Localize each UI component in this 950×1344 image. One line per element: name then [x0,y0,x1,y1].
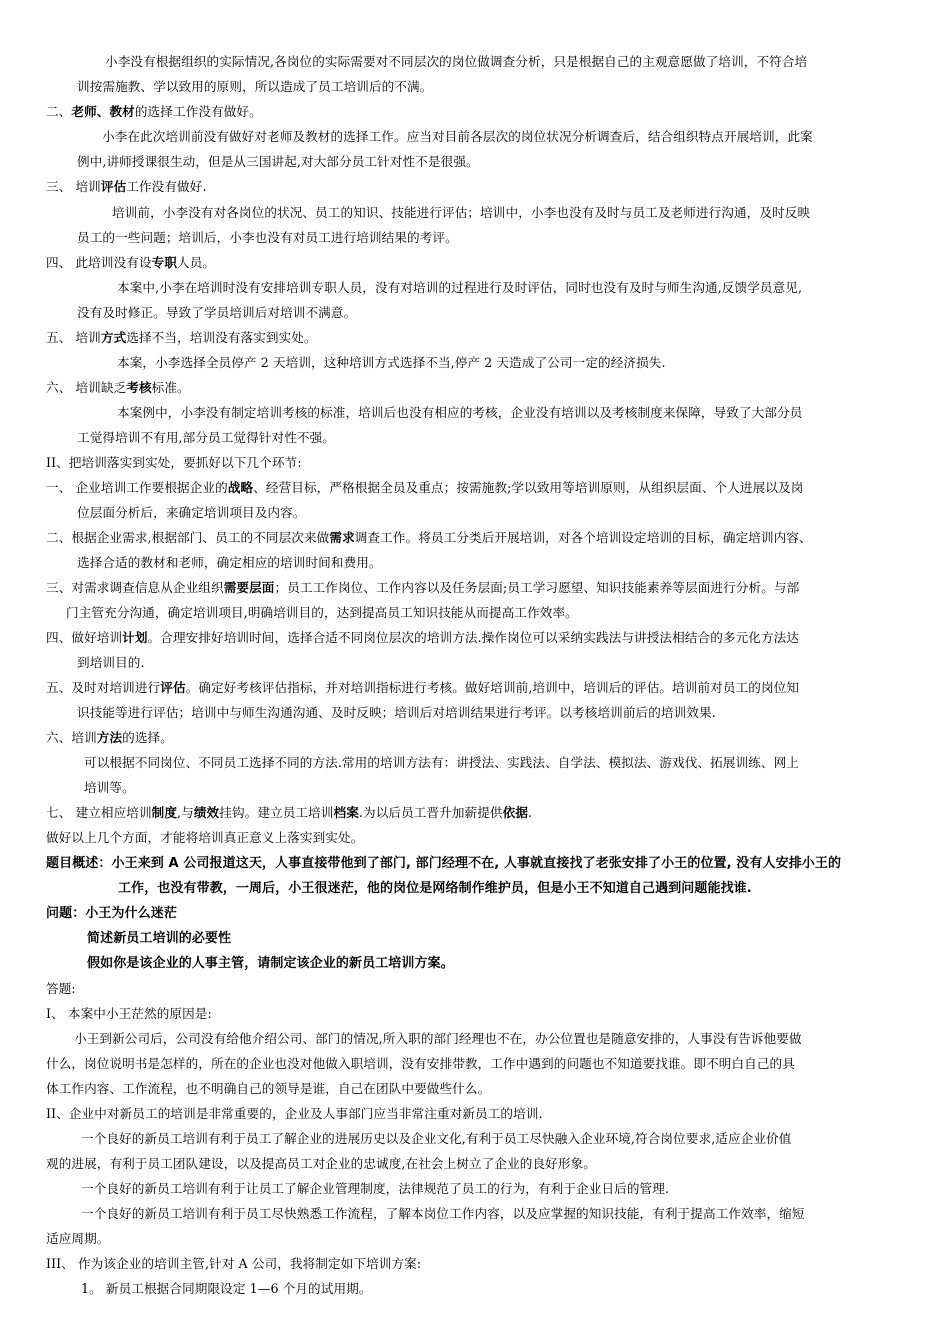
bold-term: 计划 [122,630,148,645]
text-line [87,956,454,972]
text-segment: 。确定好考核评估指标，并对培训指标进行考核。做好培训前,培训中，培训后的评估。培训前对员工的岗位知 [185,680,800,695]
text-line [81,1131,791,1147]
bold-term: 方式 [100,330,127,345]
text-segment: 标准。 [151,380,190,395]
bold-term: 专职 [151,255,178,270]
text-segment: .为以后员工晋升加薪提供 [358,805,503,820]
text-line [46,856,841,872]
text-line [46,530,812,546]
bold-term: 制度 [151,805,178,820]
text-line [117,355,666,371]
text-segment: II、企业中对新员工的培训是非常重要的，企业及人事部门应当非常注重对新员工的培训. [46,1106,543,1121]
text-line [117,280,802,296]
text-segment: 可以根据不同岗位、不同员工选择不同的方法.常用的培训方法有：讲授法、实践法、自学法、模拟法、游戏伐、拓展训练、网上 [84,755,799,770]
text-line [46,580,799,596]
text-line [77,230,458,246]
text-line [46,330,317,346]
text-segment: 员工的一些问题；培训后，小李也没有对员工进行培训结果的考评。 [77,230,458,245]
text-segment: 什么，岗位说明书是怎样的，所在的企业也没对他做入职培训，没有安排带教，工作中遇到的问题也不知道要找谁。即不明白自己的具 [46,1056,795,1071]
text-segment: 一、 企业培训工作要根据企业的 [46,480,228,495]
text-segment: 小李在此次培训前没有做好对老师及教材的选择工作。应当对目前各层次的岗位状况分析调查后，结合组织特点开展培训，此案 [102,129,813,144]
text-segment: 适应周期。 [46,1231,110,1246]
text-line [77,430,335,446]
text-segment: 题目概述：小王来到 A 公司报道这天，人事直接带他到了部门, 部门经理不在, 人事就直接找了老张安排了小王的位置, 没有人安排小王的 [46,856,842,871]
text-segment: 六、 培训缺乏 [46,380,127,395]
text-segment: 人员。 [177,255,216,270]
text-segment: 本案中,小李在培训时没有安排培训专职人员，没有对培训的过程进行及时评估，同时也没有及时与师生沟通,反馈学员意见, [117,280,803,295]
text-segment: 例中,讲师授课很生动，但是从三国讲起,对大部分员工针对性不是很强。 [77,154,479,169]
text-segment: 观的进展，有利于员工团队建设，以及提高员工对企业的忠诚度,在社会上树立了企业的良好形象。 [46,1156,596,1171]
text-segment: 的选择。 [122,730,173,745]
text-segment: 做好以上几个方面，才能将培训真正意义上落实到实处。 [46,830,364,845]
text-segment: 选择不当，培训没有落实到实处。 [126,330,317,345]
bold-term: 绩效 [193,805,220,820]
text-segment: 选择合适的教材和老师，确定相应的培训时间和费用。 [77,555,382,570]
text-segment: 问题：小王为什么迷茫 [46,906,178,921]
text-line [117,405,802,421]
text-segment: 本案例中，小李没有制定培训考核的标准，培训后也没有相应的考核，企业没有培训以及考核制度来保障，导致了大部分员 [117,405,803,420]
text-line [46,630,799,646]
text-segment: 七、 建立相应培训 [46,805,152,820]
text-line [87,931,231,947]
text-segment: 工作，也没有带教，一周后，小王很迷茫，他的岗位是网络制作维护员，但是小王不知道自己遇到问题能找谁. [118,881,752,896]
text-segment: ；员工工作岗位、工作内容以及任务层面;员工学习愿望、知识技能素养等层面进行分析。与部 [274,580,800,595]
text-segment: 工作没有做好. [126,179,207,194]
bold-term: 战略 [227,480,254,495]
text-segment: 挂钩。建立员工培训 [219,805,334,820]
text-line [77,505,306,521]
text-line [118,881,752,897]
text-line [46,1256,421,1272]
text-line [81,1181,669,1197]
text-segment: 。合理安排好培训时间，选择合适不同岗位层次的培训方法.操作岗位可以采纳实践法与讲授法相结合的多元化方法达 [147,630,800,645]
text-segment: II、把培训落实到实处，要抓好以下几个环节: [46,455,302,470]
text-line [77,305,356,321]
text-line [46,805,532,821]
text-segment: 没有及时修正。导致了学员培训后对培训不满意。 [77,305,357,320]
text-segment: 六、培训 [46,730,97,745]
text-line [46,730,173,746]
text-segment: 、经营目标，严格根据全员及重点；按需施教;学以致用等培训原则，从组织层面、个人进展以及岗 [253,480,804,495]
text-segment: 调查工作。将员工分类后开展培训，对各个培训设定培训的目标，确定培训内容、 [354,530,812,545]
text-line [105,54,807,70]
text-line [46,906,177,922]
text-line [46,255,215,271]
text-segment: 四、做好培训 [46,630,123,645]
text-segment: 位层面分析后，来确定培训项目及内容。 [77,505,306,520]
bold-term: 评估 [160,680,186,695]
text-line [46,1231,109,1247]
text-line [77,79,432,95]
text-line [46,1106,543,1122]
bold-term: 需求 [329,530,355,545]
text-segment: 培训等。 [84,780,135,795]
text-line [84,780,135,796]
text-segment: 1。 新员工根据合同期限设定 1—6 个月的试用期。 [81,1281,372,1296]
text-segment: 工觉得培训不有用,部分员工觉得针对性不强。 [77,430,335,445]
text-segment: 的选择工作没有做好。 [134,104,262,119]
bold-term: 考核 [126,380,152,395]
text-line [46,179,207,195]
text-line [77,154,479,170]
text-segment: 本案，小李选择全员停产 2 天培训，这种培训方式选择不当,停产 2 天造成了公司一定的经济损失. [117,355,666,370]
bold-term: 档案 [333,805,359,820]
text-line [46,680,799,696]
text-segment: 二、根据企业需求,根据部门、员工的不同层次来做 [46,530,330,545]
text-line [46,380,190,396]
text-line [46,1156,596,1172]
bold-term: 评估 [100,179,127,194]
text-segment: I、 本案中小王茫然的原因是: [46,1006,212,1021]
text-segment: 五、及时对培训进行 [46,680,161,695]
text-segment: 一个良好的新员工培训有利于让员工了解企业管理制度，法律规范了员工的行为，有利于企业日后的管理. [81,1181,670,1196]
text-line [46,1056,795,1072]
text-segment: 体工作内容、工作流程，也不明确自己的领导是谁，自己在团队中要做些什么。 [46,1081,491,1096]
text-line [77,555,382,571]
text-segment: 三、对需求调查信息从企业组织 [46,580,224,595]
text-line [46,455,302,471]
text-segment: 识技能等进行评估；培训中与师生沟通沟通、及时反映；培训后对培训结果进行考评。以考核培训前后的培训效果. [77,705,716,720]
text-line [46,480,803,496]
text-line [66,605,578,621]
text-segment: 小王到新公司后，公司没有给他介绍公司、部门的情况,所入职的部门经理也不在，办公位置也是随意安排的，人事没有告诉他要做 [74,1031,802,1046]
text-segment: 一个良好的新员工培训有利于员工尽快熟悉工作流程，了解本岗位工作内容，以及应掌握的知识技能，有利于提高工作效率，缩短 [81,1206,805,1221]
text-line [46,981,76,997]
text-segment: 二、 [46,104,72,119]
text-line [81,1206,805,1222]
text-segment: 一个良好的新员工培训有利于员工了解企业的进展历史以及企业文化,有利于员工尽快融入企业环境,符合岗位要求,适应企业价值 [81,1131,792,1146]
text-line [112,205,810,221]
text-segment: . [528,805,533,820]
text-line [102,129,813,145]
text-segment: 到培训目的. [77,655,145,670]
text-segment: ,与 [177,805,194,820]
text-segment: 门主管充分沟通，确定培训项目,明确培训目的，达到提高员工知识技能从而提高工作效率。 [66,605,578,620]
text-line [46,830,363,846]
text-line [77,705,716,721]
text-line [74,1031,802,1047]
text-segment: 四、 此培训没有设 [46,255,152,270]
text-segment: III、 作为该企业的培训主管,针对 A 公司，我将制定如下培训方案: [46,1256,422,1271]
text-segment: 小李没有根据组织的实际情况,各岗位的实际需要对不同层次的岗位做调查分析，只是根据自己的主观意愿做了培训，不符合培 [105,54,808,69]
bold-term: 依据 [502,805,529,820]
text-segment: 假如你是该企业的人事主管，请制定该企业的新员工培训方案。 [87,956,454,971]
text-line [84,755,799,771]
bold-term: 方法 [96,730,123,745]
text-segment: 训按需施教、学以致用的原则，所以造成了员工培训后的不满。 [77,79,433,94]
text-line [77,655,145,671]
bold-term: 老师、教材 [71,104,135,119]
bold-term: 需要层面 [223,580,275,595]
text-line [46,1006,212,1022]
text-segment: 培训前，小李没有对各岗位的状况、员工的知识、技能进行评估；培训中，小李也没有及时与员工及老师进行沟通，及时反映 [112,205,811,220]
text-segment: 五、 培训 [46,330,101,345]
text-line [46,1081,490,1097]
text-segment: 简述新员工培训的必要性 [87,931,232,946]
text-segment: 答题: [46,981,76,996]
text-segment: 三、 培训 [46,179,101,194]
text-line [81,1281,372,1297]
text-line [46,104,262,120]
